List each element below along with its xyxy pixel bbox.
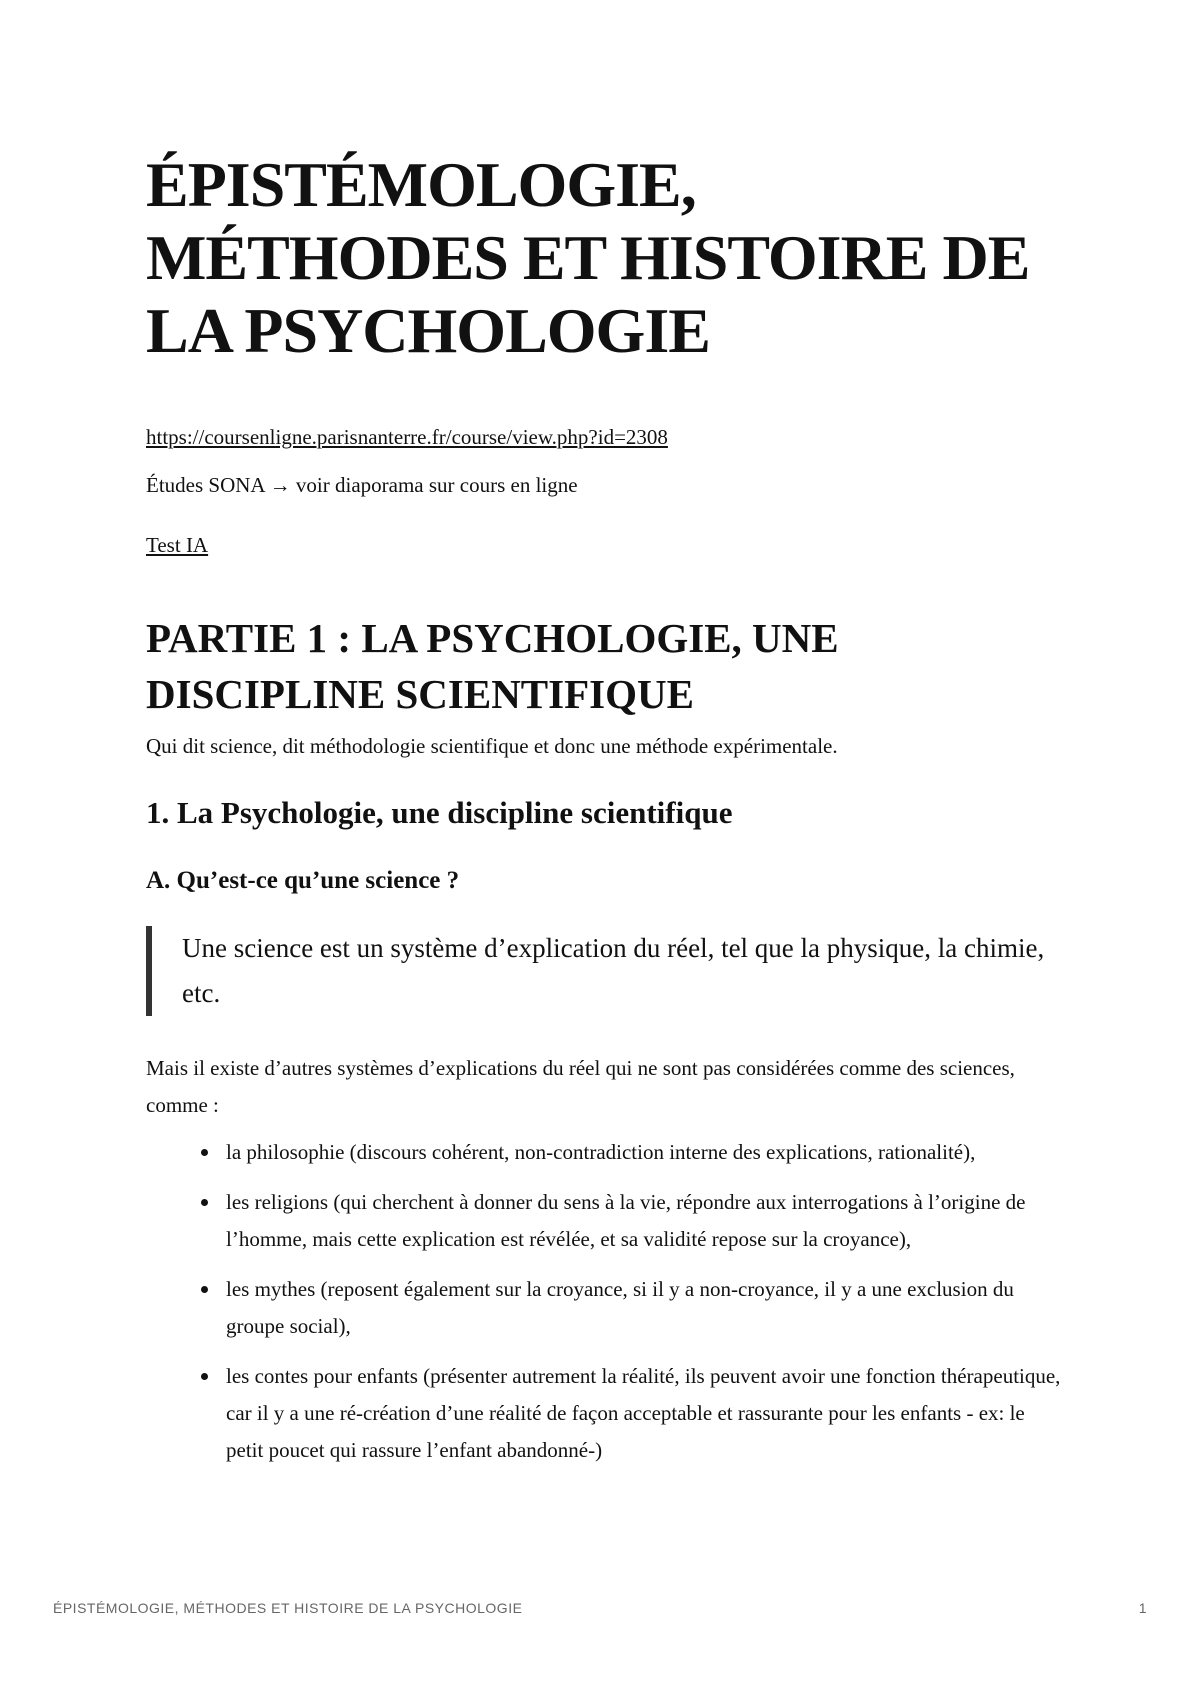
bullet-icon [201, 1199, 208, 1206]
bullet-icon [201, 1286, 208, 1293]
list-item-text: les mythes (reposent également sur la croyance, si il y a non-croyance, il y a une exclusion du groupe social), [226, 1277, 1014, 1338]
section-1-title: 1. La Psychologie, une discipline scientifique [146, 795, 733, 830]
list-item [226, 1271, 1066, 1345]
list-item [226, 1184, 1066, 1258]
footer-title: ÉPISTÉMOLOGIE, MÉTHODES ET HISTOIRE DE LA PSYCHOLOGIE [53, 1600, 523, 1616]
page-footer [53, 1600, 1147, 1616]
explanation-systems-list [146, 1134, 1066, 1469]
list-item [226, 1358, 1066, 1469]
science-definition-quote: Une science est un système d’explication du réel, tel que la physique, la chimie, etc. [146, 926, 1066, 1016]
part-1-intro: Qui dit science, dit méthodologie scientifique et donc une méthode expérimentale. [146, 734, 838, 758]
test-ia-link[interactable]: Test IA [146, 533, 209, 557]
document-title: ÉPISTÉMOLOGIE, MÉTHODES ET HISTOIRE DE LA PSYCHOLOGIE [146, 149, 1030, 366]
etudes-sona-note: Études SONA → voir diaporama sur cours en ligne [146, 473, 578, 497]
test-ia-paragraph [146, 530, 1066, 560]
bullet-icon [201, 1373, 208, 1380]
page-number: 1 [1138, 1600, 1147, 1616]
list-item-text: les contes pour enfants (présenter autrement la réalité, ils peuvent avoir une fonction thérapeutique, car il y a une ré-création d’une réalité de façon acceptable et rassurante pour les enfants - ex: le petit poucet qui rassure l’enfant abandonné-) [226, 1364, 1061, 1462]
document-page [146, 148, 1066, 1482]
course-url-paragraph [146, 422, 1066, 452]
list-item-text: les religions (qui cherchent à donner du sens à la vie, répondre aux interrogations à l’origine de l’homme, mais cette explication est révélée, et sa validité repose sur la croyance), [226, 1190, 1026, 1251]
bullet-icon [201, 1149, 208, 1156]
list-item-text: la philosophie (discours cohérent, non-contradiction interne des explications, rationalité), [226, 1140, 976, 1164]
subsection-a-title: A. Qu’est-ce qu’une science ? [146, 867, 460, 894]
course-url-link[interactable]: https://coursenligne.parisnanterre.fr/course/view.php?id=2308 [146, 425, 668, 449]
part-1-title: PARTIE 1 : LA PSYCHOLOGIE, UNE DISCIPLINE SCIENTIFIQUE [146, 615, 839, 717]
list-item [226, 1134, 1066, 1171]
explanations-intro: Mais il existe d’autres systèmes d’explications du réel qui ne sont pas considérées comme des sciences, comme : [146, 1056, 1015, 1117]
